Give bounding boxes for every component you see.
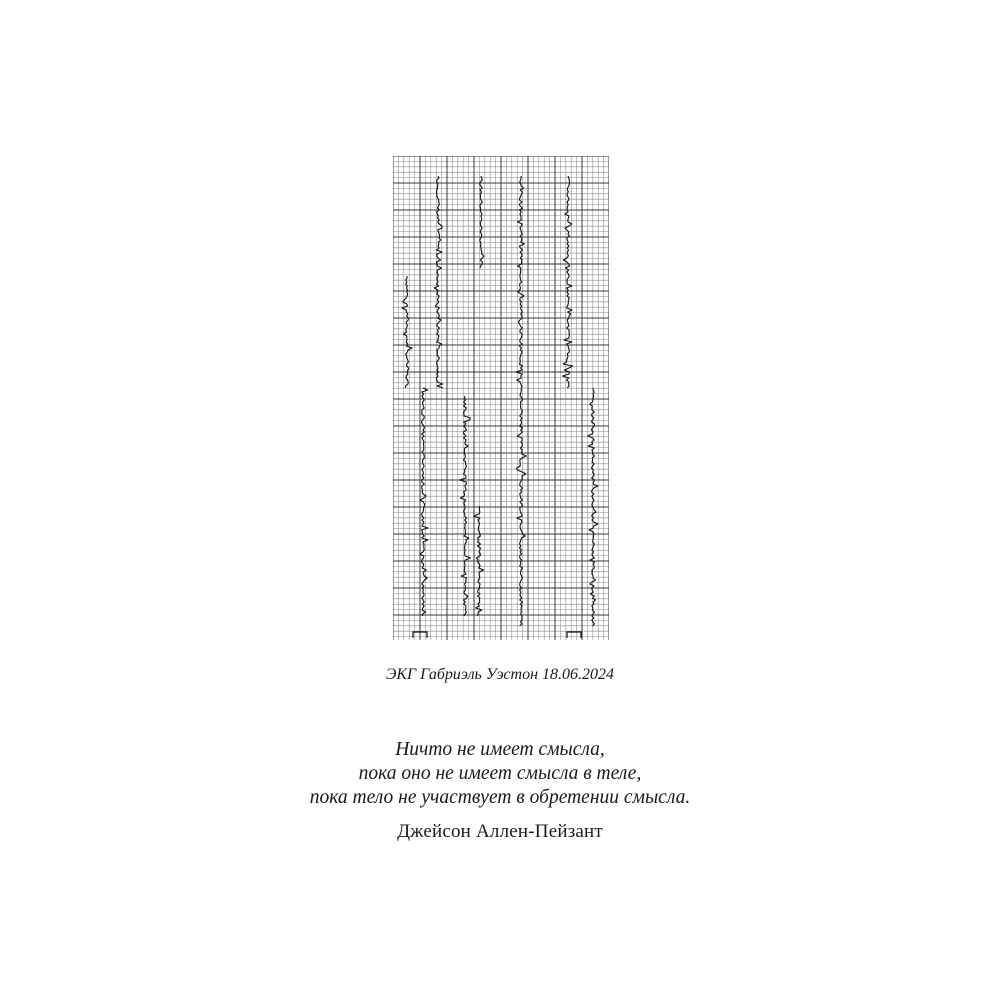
epigraph-author: Джейсон Аллен-Пейзант (397, 821, 603, 842)
ecg-strip-icon (393, 156, 609, 640)
epigraph-line: пока тело не участвует в обретении смысла. (309, 787, 691, 808)
ecg-strip-figure (393, 156, 609, 640)
epigraph (0, 738, 1000, 844)
figure-caption: ЭКГ Габриэль Уэстон 18.06.2024 (385, 666, 615, 683)
epigraph-line: пока оно не имеет смысла в теле, (358, 763, 642, 784)
epigraph-line: Ничто не имеет смысла, (395, 739, 605, 760)
